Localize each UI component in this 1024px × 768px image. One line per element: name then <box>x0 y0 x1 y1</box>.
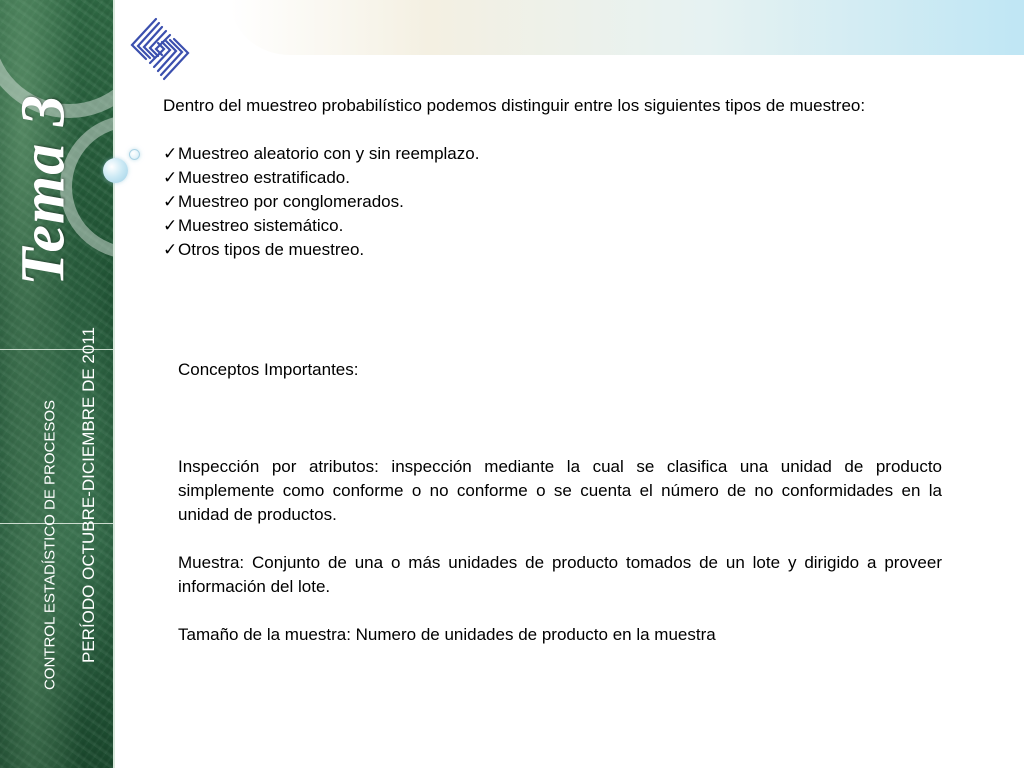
sidebar <box>0 0 115 768</box>
concept-sample <box>178 551 942 599</box>
list-item <box>163 142 942 166</box>
list-item <box>163 214 942 238</box>
university-logo-icon <box>126 15 194 83</box>
decorative-orb-large <box>103 158 128 183</box>
concept-sample-size <box>178 623 942 647</box>
concept-text: Tamaño de la muestra: Numero de unidades de producto en la muestra <box>178 625 716 644</box>
period-label: PERÍODO OCTUBRE-DICIEMBRE DE 2011 <box>79 327 98 663</box>
concept-text: Muestra: Conjunto de una o más unidades de producto tomados de un lote y dirigido a proveer información del lote. <box>178 553 942 596</box>
list-item-label: Muestreo sistemático. <box>178 216 344 235</box>
sampling-types-list <box>163 142 942 262</box>
decorative-orb-small <box>129 149 140 160</box>
intro-paragraph: Dentro del muestreo probabilístico podemos distinguir entre los siguientes tipos de muestreo: <box>163 96 866 115</box>
concept-attribute-inspection <box>178 455 942 527</box>
list-item <box>163 190 942 214</box>
main-content <box>163 94 942 262</box>
list-item-label: Muestreo aleatorio con y sin reemplazo. <box>178 144 480 163</box>
tema-title: Tema 3 <box>9 94 78 286</box>
list-item <box>163 166 942 190</box>
check-icon: ✓ <box>163 240 178 259</box>
concepts-heading <box>178 358 942 382</box>
check-icon: ✓ <box>163 216 178 235</box>
concept-text: Inspección por atributos: inspección mediante la cual se clasifica una unidad de producto simplemente como conforme o no conforme o se cuenta el número de no conformidades en la unidad de productos. <box>178 457 942 524</box>
subject-label: CONTROL ESTADÍSTICO DE PROCESOS <box>41 399 59 691</box>
check-icon: ✓ <box>163 144 178 163</box>
header-band <box>230 0 1024 55</box>
check-icon: ✓ <box>163 192 178 211</box>
list-item-label: Muestreo por conglomerados. <box>178 192 404 211</box>
list-item-label: Otros tipos de muestreo. <box>178 240 365 259</box>
list-item-label: Muestreo estratificado. <box>178 168 350 187</box>
concepts-heading-text: Conceptos Importantes: <box>178 360 359 379</box>
check-icon: ✓ <box>163 168 178 187</box>
list-item <box>163 238 942 262</box>
